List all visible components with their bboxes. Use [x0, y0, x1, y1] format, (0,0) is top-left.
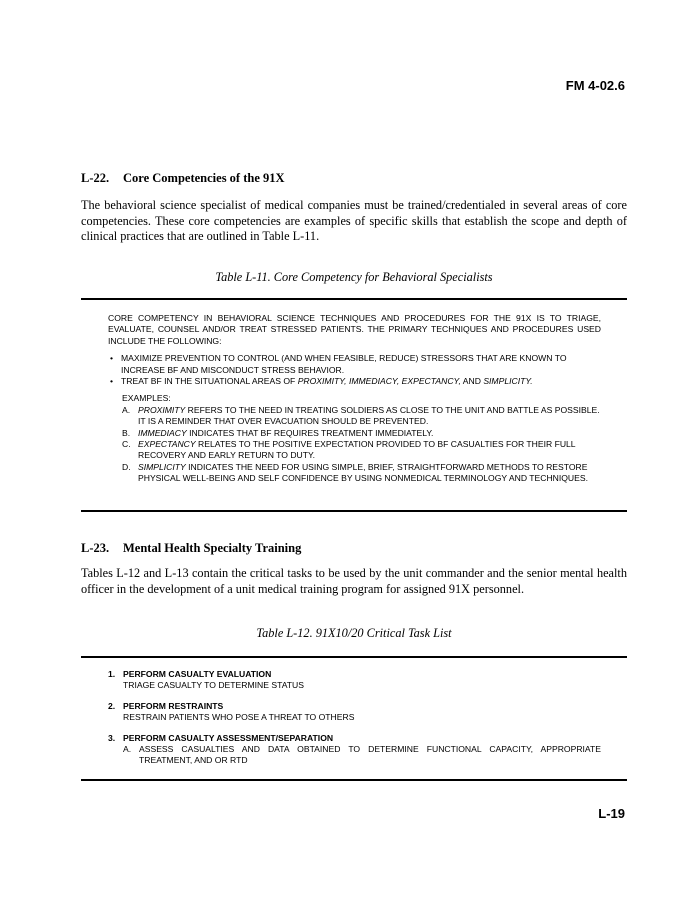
list-item [122, 462, 601, 485]
example-text: RELATES TO THE POSITIVE EXPECTATION PROVIDED TO BF CASUALTIES FOR THEIR FULL RECOVERY AND EARLY RETURN TO DUTY. [138, 439, 576, 461]
example-term: PROXIMITY [138, 404, 186, 415]
table-bottom-rule [81, 510, 627, 512]
example-term: IMMEDIACY [138, 427, 187, 438]
bullet-text: MAXIMIZE PREVENTION TO CONTROL (AND WHEN FEASIBLE, REDUCE) STRESSORS THAT ARE KNOWN TO INCREASE BF AND MISCONDUCT STRESS BEHAVIOR. [121, 353, 567, 375]
example-text: INDICATES THAT BF REQUIRES TREATMENT IMMEDIATELY. [186, 427, 434, 438]
table-caption-l11: Table L-11. Core Competency for Behavioral Specialists [215, 270, 493, 284]
table-l12-body [108, 669, 601, 776]
task-title [108, 701, 601, 712]
table-top-rule [81, 656, 627, 658]
task-title [108, 733, 601, 744]
examples-block [108, 393, 601, 484]
page-number: L-19 [598, 806, 625, 821]
example-term: SIMPLICITY [138, 461, 186, 472]
section-heading-l22 [81, 171, 285, 186]
task-number: 2. [108, 700, 116, 711]
table-l11-body [108, 313, 601, 485]
section-title: Core Competencies of the 91X [123, 171, 285, 185]
example-letter: B. [122, 427, 131, 438]
list-item [122, 405, 601, 428]
bullet-text: TREAT BF IN THE SITUATIONAL AREAS OF [121, 376, 298, 387]
task-detail: RESTRAIN PATIENTS WHO POSE A THREAT TO OTHERS [123, 712, 355, 723]
list-item [108, 353, 601, 376]
table-caption-l12: Table L-12. 91X10/20 Critical Task List [256, 626, 452, 640]
bullet-icon: • [110, 353, 114, 364]
example-letter: D. [122, 461, 131, 472]
task-detail-text: ASSESS CASUALTIES AND DATA OBTAINED TO DETERMINE FUNCTIONAL CAPACITY, APPROPRIATE TREATMENT, AND OR RTD [139, 744, 601, 766]
bullet-and: AND [460, 376, 484, 387]
table-top-rule [81, 298, 627, 300]
section-number: L-22. [81, 171, 110, 185]
example-letter: C. [122, 439, 131, 450]
list-item [108, 733, 601, 767]
section-paragraph-l23: Tables L-12 and L-13 contain the critical tasks to be used by the unit commander and the senior mental health officer in the development of a unit medical training program for assigned 91X personnel. [81, 566, 627, 596]
manual-code: FM 4-02.6 [565, 78, 625, 93]
section-paragraph-l22: The behavioral science specialist of medical companies must be trained/credentialed in several areas of core competencies. These core competencies are examples of specific skills that establish the scope and depth of clinical practices that are outlined in Table L-11. [81, 198, 627, 243]
section-title: Mental Health Specialty Training [123, 541, 302, 555]
bullet-last-term: SIMPLICITY. [483, 376, 533, 387]
example-term: EXPECTANCY [138, 439, 196, 450]
list-item [122, 439, 601, 462]
task-detail: TRIAGE CASUALTY TO DETERMINE STATUS [123, 680, 304, 691]
task-number: 1. [108, 669, 116, 679]
task-title-text: PERFORM CASUALTY ASSESSMENT/SEPARATION [123, 732, 334, 743]
bullet-terms: PROXIMITY, IMMEDIACY, EXPECTANCY, [297, 376, 461, 387]
task-detail [108, 744, 601, 767]
table-bottom-rule [81, 779, 627, 781]
bullet-icon: • [110, 376, 114, 387]
list-item [108, 376, 601, 387]
section-number: L-23. [81, 541, 110, 555]
examples-label: EXAMPLES: [122, 393, 171, 404]
task-title-text: PERFORM CASUALTY EVALUATION [123, 669, 272, 679]
list-item [108, 669, 601, 692]
bullet-list [108, 353, 601, 387]
section-heading-l23 [81, 541, 301, 556]
task-number: 3. [108, 732, 116, 743]
example-letter: A. [122, 404, 131, 415]
task-title [108, 669, 601, 680]
example-text: REFERS TO THE NEED IN TREATING SOLDIERS AS CLOSE TO THE UNIT AND BATTLE AS POSSIBLE. IT IS A REMINDER THAT OVER EVACUATION SHOULD BE PREVENTED. [138, 404, 600, 427]
list-item [108, 701, 601, 724]
example-text: INDICATES THE NEED FOR USING SIMPLE, BRIEF, STRAIGHTFORWARD METHODS TO RESTORE PHYSICAL WELL-BEING AND SELF CONFIDENCE BY USING NONMEDICAL TERMINOLOGY AND TECHNIQUES. [138, 461, 588, 484]
table-intro: CORE COMPETENCY IN BEHAVIORAL SCIENCE TECHNIQUES AND PROCEDURES FOR THE 91X IS TO TRIAGE, EVALUATE, COUNSEL AND/OR TREAT STRESSED PATIENTS. THE PRIMARY TECHNIQUES AND PROCEDURES USED INCLUDE THE FOLLOWING: [108, 313, 601, 346]
task-detail-letter: A. [123, 744, 132, 755]
task-title-text: PERFORM RESTRAINTS [123, 700, 224, 711]
list-item [122, 428, 601, 439]
